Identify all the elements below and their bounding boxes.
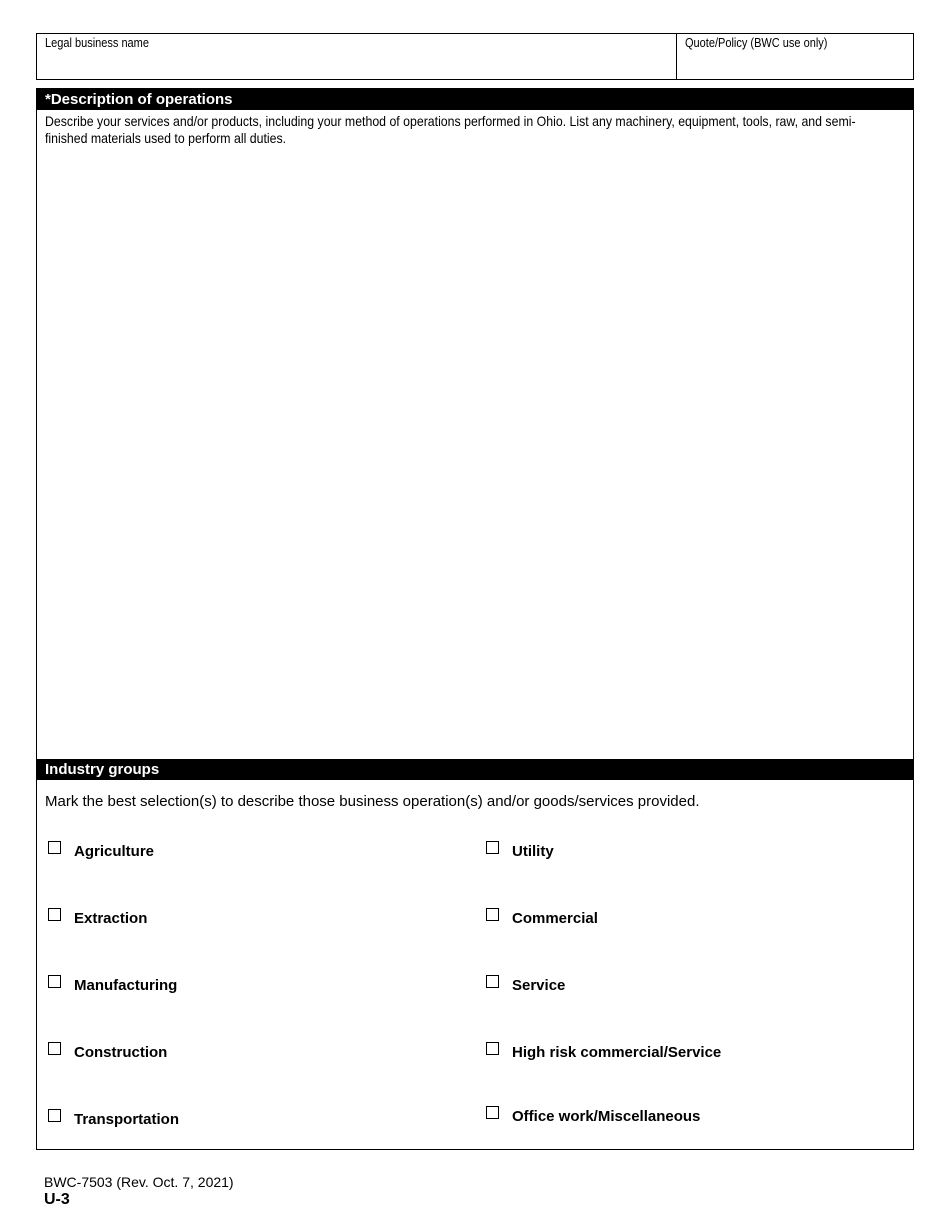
- option-label: Construction: [74, 1044, 168, 1061]
- option-label: High risk commercial/Service: [512, 1044, 722, 1061]
- checkbox-utility[interactable]: [486, 841, 499, 854]
- description-input-area[interactable]: [37, 147, 913, 757]
- legal-business-name-label: Legal business name: [45, 36, 149, 50]
- option-label: Agriculture: [74, 843, 155, 860]
- industry-instructions: Mark the best selection(s) to describe those business operation(s) and/or goods/services provided.: [45, 793, 700, 810]
- description-section-title: *Description of operations: [37, 89, 913, 110]
- industry-section-title: Industry groups: [37, 759, 913, 780]
- checkbox-manufacturing[interactable]: [48, 975, 61, 988]
- checkbox-office-work-miscellaneous[interactable]: [486, 1106, 499, 1119]
- option-label: Service: [512, 977, 566, 994]
- option-label: Office work/Miscellaneous: [512, 1108, 701, 1125]
- checkbox-high-risk-commercial-service[interactable]: [486, 1042, 499, 1055]
- description-instructions: Describe your services and/or products, including your method of operations performed in Ohio. List any machinery, equipment, tools, raw, and semi-finished materials used to perform all duties.: [45, 113, 856, 146]
- option-label: Manufacturing: [74, 977, 178, 994]
- checkbox-commercial[interactable]: [486, 908, 499, 921]
- checkbox-extraction[interactable]: [48, 908, 61, 921]
- header-box: [36, 33, 914, 80]
- main-form-box: [36, 88, 914, 1150]
- option-label: Transportation: [74, 1111, 180, 1128]
- checkbox-construction[interactable]: [48, 1042, 61, 1055]
- quote-policy-field[interactable]: [676, 34, 914, 79]
- form-number: BWC-7503 (Rev. Oct. 7, 2021): [44, 1174, 234, 1190]
- checkbox-agriculture[interactable]: [48, 841, 61, 854]
- legal-business-name-field[interactable]: [37, 34, 676, 79]
- page-number: U-3: [44, 1191, 70, 1208]
- checkbox-transportation[interactable]: [48, 1109, 61, 1122]
- checkbox-service[interactable]: [486, 975, 499, 988]
- option-label: Utility: [512, 843, 554, 860]
- quote-policy-label: Quote/Policy (BWC use only): [685, 36, 828, 50]
- option-label: Extraction: [74, 910, 148, 927]
- option-label: Commercial: [512, 910, 598, 927]
